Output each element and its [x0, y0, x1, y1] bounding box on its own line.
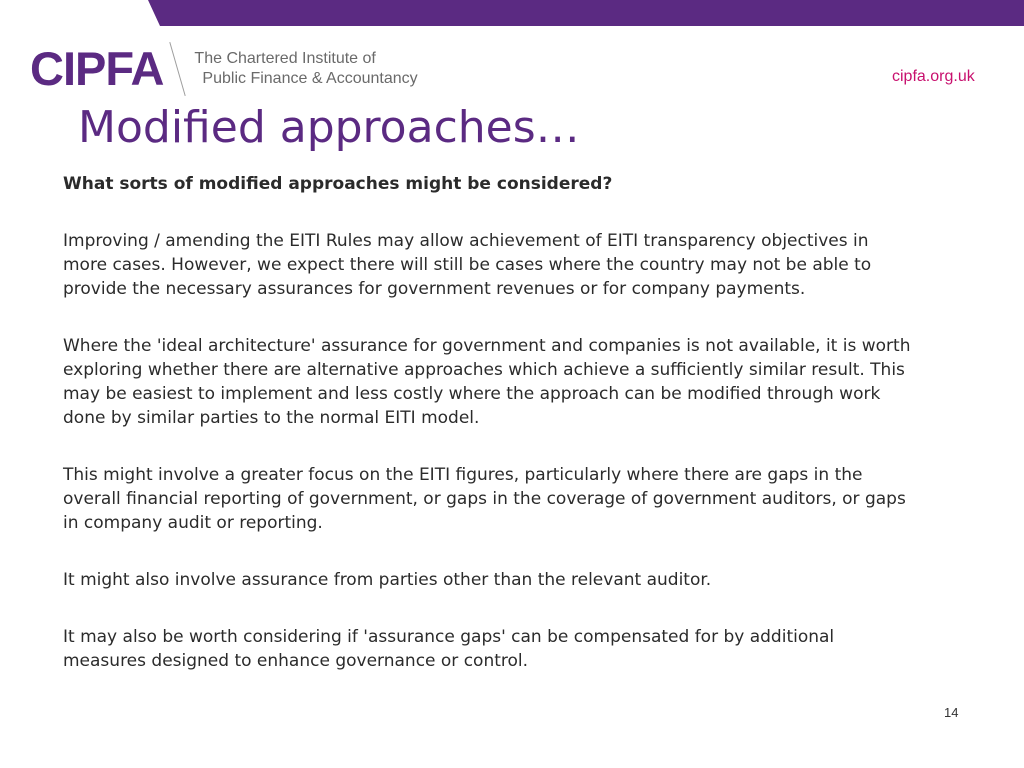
page-number: 14 [944, 705, 959, 720]
logo-tagline-line1: The Chartered Institute of [194, 50, 376, 67]
body-paragraph: Where the 'ideal architecture' assurance for government and companies is not available, it is worth exploring whether there are alternative approaches which achieve a sufficiently similar result. This may be easiest to implement and less costly where the approach can be modified through work done by similar parties to the normal EITI model. [63, 336, 911, 428]
slide-title: Modified approaches… [78, 102, 580, 153]
logo-divider [170, 42, 186, 96]
logo-tagline [194, 49, 417, 89]
body-paragraph: This might involve a greater focus on the EITI figures, particularly where there are gaps in the overall financial reporting of government, or gaps in the coverage of government auditors, or gaps in company audit or reporting. [63, 465, 906, 533]
body-paragraph: Improving / amending the EITI Rules may allow achievement of EITI transparency objectives in more cases. However, we expect there will still be cases where the country may not be able to provide the necessary assurances for government revenues or for company payments. [63, 231, 872, 299]
logo-tagline-line2: Public Finance & Accountancy [202, 70, 418, 87]
body-paragraph: It may also be worth considering if 'assurance gaps' can be compensated for by additional measures designed to enhance governance or control. [63, 627, 835, 671]
slide-body [63, 172, 913, 706]
body-paragraph: It might also involve assurance from parties other than the relevant auditor. [63, 570, 712, 590]
cipfa-logo [30, 44, 418, 94]
logo-wordmark: CIPFA [30, 42, 164, 95]
site-url: cipfa.org.uk [892, 68, 975, 85]
top-banner-bar [0, 0, 1024, 26]
lead-question: What sorts of modified approaches might be considered? [63, 174, 613, 194]
